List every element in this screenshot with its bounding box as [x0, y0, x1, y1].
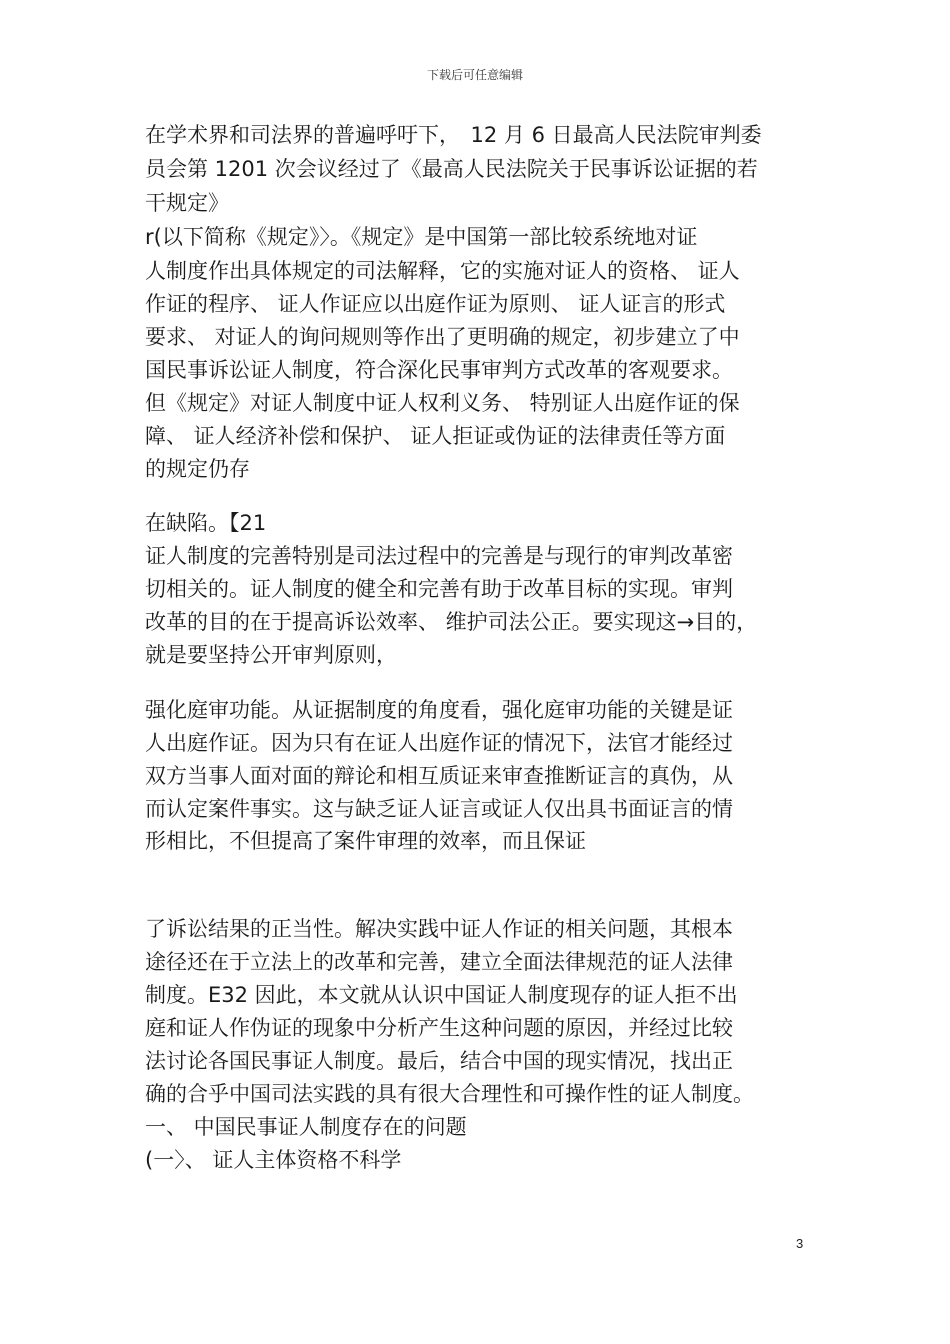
page-number: 3 [796, 1236, 804, 1251]
text-line: 国民事诉讼证人制度，符合深化民事审判方式改革的客观要求。 [145, 358, 733, 382]
text-line: 途径还在于立法上的改革和完善，建立全面法律规范的证人法律 [145, 950, 733, 974]
text-line: 人制度作出具体规定的司法解释，它的实施对证人的资格、 证人 [145, 259, 740, 283]
text-line: 但《规定》对证人制度中证人权利义务、 特别证人出庭作证的保 [145, 391, 740, 415]
text-line: 在学术界和司法界的普遍呼吁下， 12 月 6 日最高人民法院审判委 [145, 123, 762, 147]
text-line: 就是要坚持公开审判原则， [145, 643, 397, 667]
subsection-heading: (一〉、 证人主体资格不科学 [145, 1148, 402, 1172]
text-line: 形相比，不但提高了案件审理的效率，而且保证 [145, 829, 586, 853]
text-line: 干规定》 [145, 191, 229, 215]
text-line: 确的合乎中国司法实践的具有很大合理性和可操作性的证人制度。 [145, 1082, 754, 1106]
text-line: 要求、 对证人的询问规则等作出了更明确的规定，初步建立了中 [145, 325, 740, 349]
text-line: 双方当事人面对面的辩论和相互质证来审查推断证言的真伪，从 [145, 764, 733, 788]
text-line: 庭和证人作伪证的现象中分析产生这种问题的原因，并经过比较 [145, 1016, 733, 1040]
text-line: 而认定案件事实。这与缺乏证人证言或证人仅出具书面证言的情 [145, 797, 733, 821]
text-line: 人出庭作证。因为只有在证人出庭作证的情况下，法官才能经过 [145, 731, 733, 755]
text-line: 的规定仍存 [145, 457, 250, 481]
text-line: 员会第 1201 次会议经过了《最高人民法院关于民事诉讼证据的若 [145, 157, 758, 181]
text-line: 证人制度的完善特别是司法过程中的完善是与现行的审判改革密 [145, 544, 733, 568]
text-line: 切相关的。证人制度的健全和完善有助于改革目标的实现。审判 [145, 577, 733, 601]
text-line: 障、 证人经济补偿和保护、 证人拒证或伪证的法律责任等方面 [145, 424, 726, 448]
text-line: r(以下简称《规定》〉。《规定》是中国第一部比较系统地对证 [145, 225, 698, 249]
text-line: 了诉讼结果的正当性。解决实践中证人作证的相关问题，其根本 [145, 917, 733, 941]
section-heading: 一、 中国民事证人制度存在的问题 [145, 1115, 467, 1139]
text-line: 法讨论各国民事证人制度。最后，结合中国的现实情况，找出正 [145, 1049, 733, 1073]
text-line: 作证的程序、 证人作证应以出庭作证为原则、 证人证言的形式 [145, 292, 726, 316]
text-line: 强化庭审功能。从证据制度的角度看，强化庭审功能的关键是证 [145, 698, 733, 722]
page-header-note: 下载后可任意编辑 [426, 68, 523, 82]
text-line: 在缺陷。【21 [145, 511, 267, 535]
text-line: 制度。E32 因此，本文就从认识中国证人制度现存的证人拒不出 [145, 983, 738, 1007]
text-line: 改革的目的在于提高诉讼效率、 维护司法公正。要实现这→目的， [145, 610, 758, 634]
